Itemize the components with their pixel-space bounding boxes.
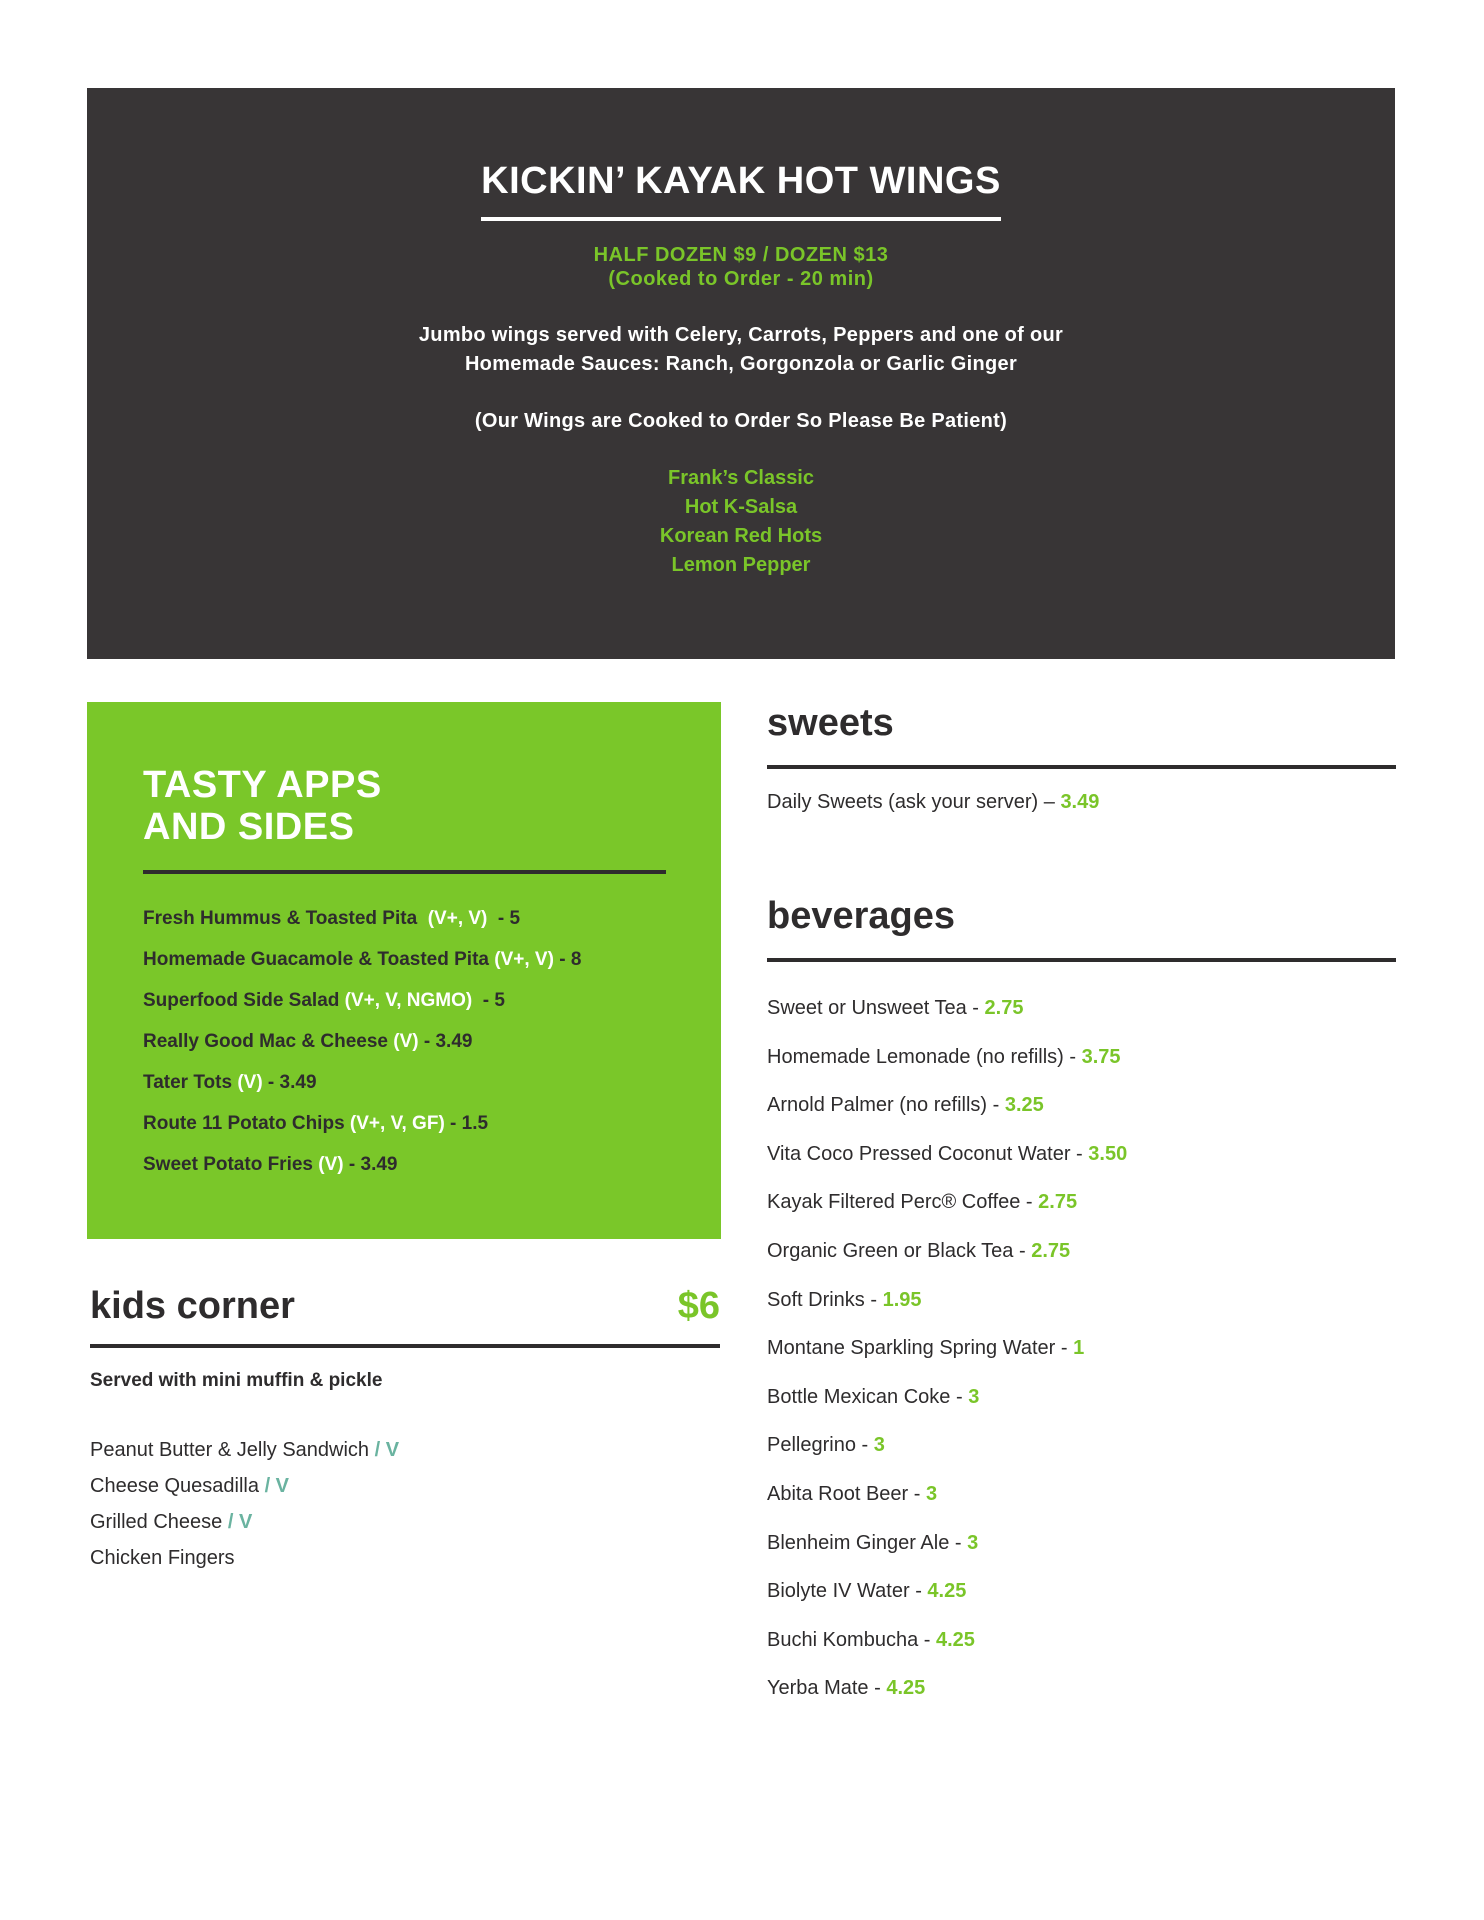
sauce-item: Korean Red Hots	[659, 525, 823, 547]
beverage-item	[767, 1616, 1396, 1665]
beverages-section	[767, 895, 1396, 1713]
beverage-item	[767, 1519, 1396, 1568]
app-item-name: Sweet Potato Fries	[143, 1154, 313, 1175]
app-item-diet: (V+, V, NGMO)	[344, 990, 473, 1011]
beverage-price: 2.75	[1031, 1239, 1071, 1262]
beverage-name: Abita Root Beer -	[767, 1482, 921, 1505]
beverages-list	[767, 984, 1396, 1713]
beverage-name: Vita Coco Pressed Coconut Water -	[767, 1142, 1083, 1165]
sauce-item: Frank’s Classic	[667, 467, 814, 489]
wings-title: KICKIN’ KAYAK HOT WINGS	[481, 160, 1001, 221]
app-item-diet: (V+, V)	[427, 908, 488, 929]
app-item: Homemade Guacamole & Toasted Pita (V+, V) - 8	[143, 949, 582, 970]
kids-section	[90, 1285, 720, 1576]
kids-list	[90, 1432, 720, 1576]
app-item-price: 5	[494, 990, 505, 1011]
kids-price: $6	[677, 1285, 720, 1327]
beverage-item	[767, 1421, 1396, 1470]
kids-subtitle: Served with mini muffin & pickle	[90, 1370, 383, 1391]
wings-note: (Our Wings are Cooked to Order So Please Be Patient)	[474, 410, 1008, 432]
beverage-price: 1	[1073, 1337, 1085, 1360]
sauce-item: Lemon Pepper	[671, 554, 811, 576]
beverage-price: 2.75	[1038, 1191, 1078, 1214]
beverage-price: 4.25	[886, 1677, 926, 1700]
kids-item-veg: / V	[264, 1475, 290, 1497]
app-item-diet: (V+, V)	[494, 949, 554, 970]
beverage-price: 1.95	[882, 1288, 922, 1311]
beverage-name: Homemade Lemonade (no refills) -	[767, 1045, 1077, 1068]
app-item: Sweet Potato Fries (V) - 3.49	[143, 1154, 398, 1175]
app-item: Route 11 Potato Chips (V+, V, GF) - 1.5	[143, 1113, 489, 1134]
kids-item	[90, 1468, 720, 1504]
app-item: Fresh Hummus & Toasted Pita (V+, V) - 5	[143, 908, 521, 929]
apps-list	[143, 898, 703, 1185]
app-item: Really Good Mac & Cheese (V) - 3.49	[143, 1031, 473, 1052]
kids-item-name: Chicken Fingers	[90, 1547, 235, 1569]
beverage-price: 3.50	[1088, 1142, 1128, 1165]
app-item-name: Tater Tots	[143, 1072, 233, 1093]
beverage-item	[767, 1227, 1396, 1276]
apps-title-line: TASTY APPS	[143, 764, 382, 806]
beverage-item	[767, 1664, 1396, 1713]
wings-sauce-list	[87, 464, 1395, 580]
beverage-item	[767, 984, 1396, 1033]
kids-item-name: Peanut Butter & Jelly Sandwich	[90, 1439, 370, 1461]
beverage-name: Buchi Kombucha -	[767, 1628, 931, 1651]
app-item: Superfood Side Salad (V+, V, NGMO) - 5	[143, 990, 505, 1011]
beverage-name: Sweet or Unsweet Tea -	[767, 997, 979, 1019]
beverage-price: 3.75	[1081, 1045, 1121, 1068]
sweets-item-price: 3.49	[1060, 791, 1100, 813]
wings-cook-time: (Cooked to Order - 20 min)	[608, 268, 874, 290]
beverage-item	[767, 1567, 1396, 1616]
kids-item-veg: / V	[374, 1439, 400, 1461]
beverage-name: Pellegrino -	[767, 1434, 869, 1457]
kids-item	[90, 1504, 720, 1540]
app-item-name: Really Good Mac & Cheese	[143, 1031, 388, 1052]
app-item-price: 3.49	[279, 1072, 317, 1093]
beverage-name: Yerba Mate -	[767, 1677, 881, 1700]
beverage-item	[767, 1324, 1396, 1373]
beverage-item	[767, 1276, 1396, 1325]
app-item-price: 1.5	[461, 1113, 489, 1134]
beverage-name: Arnold Palmer (no refills) -	[767, 1094, 1000, 1117]
beverage-name: Kayak Filtered Perc® Coffee -	[767, 1191, 1033, 1214]
sweets-title: sweets	[767, 702, 1396, 769]
app-item-price: 5	[509, 908, 521, 929]
app-item-name: Fresh Hummus & Toasted Pita	[143, 908, 418, 929]
beverage-name: Biolyte IV Water -	[767, 1580, 922, 1603]
beverage-item	[767, 1373, 1396, 1422]
beverage-price: 3	[968, 1385, 980, 1408]
app-item-name: Homemade Guacamole & Toasted Pita	[143, 949, 489, 970]
beverage-item	[767, 1470, 1396, 1519]
sweets-section	[767, 702, 1396, 814]
beverage-price: 4.25	[935, 1628, 975, 1651]
wings-desc-line: Jumbo wings served with Celery, Carrots, Peppers and one of our	[418, 324, 1064, 346]
wings-section	[87, 88, 1395, 659]
beverage-name: Montane Sparkling Spring Water -	[767, 1337, 1068, 1360]
kids-header	[90, 1285, 720, 1348]
app-item-price: 8	[570, 949, 582, 970]
beverage-price: 3.25	[1004, 1094, 1044, 1117]
app-item-name: Route 11 Potato Chips	[143, 1113, 345, 1134]
app-item-diet: (V)	[393, 1031, 419, 1052]
wings-price-block	[87, 243, 1395, 291]
wings-description	[87, 321, 1395, 379]
sweets-item	[767, 791, 1396, 814]
beverage-item	[767, 1033, 1396, 1082]
apps-title	[143, 764, 666, 874]
app-item-diet: (V)	[318, 1154, 344, 1175]
beverage-price: 3	[925, 1482, 938, 1505]
kids-item-name: Grilled Cheese	[90, 1511, 223, 1533]
sweets-item-name: Daily Sweets (ask your server) –	[767, 791, 1055, 813]
apps-title-line: AND SIDES	[143, 806, 355, 848]
app-item-diet: (V+, V, GF)	[349, 1113, 445, 1134]
app-item-name: Superfood Side Salad	[143, 990, 340, 1011]
beverage-name: Bottle Mexican Coke -	[767, 1385, 963, 1408]
sauce-item: Hot K-Salsa	[684, 496, 798, 518]
beverage-price: 4.25	[927, 1580, 967, 1603]
beverage-item	[767, 1178, 1396, 1227]
beverage-price: 3	[873, 1434, 885, 1457]
beverage-price: 3	[967, 1531, 979, 1554]
beverage-item	[767, 1081, 1396, 1130]
app-item-price: 3.49	[435, 1031, 473, 1052]
kids-title: kids corner	[90, 1285, 295, 1327]
apps-section	[87, 702, 721, 1239]
app-item-price: 3.49	[360, 1154, 398, 1175]
app-item-diet: (V)	[237, 1072, 263, 1093]
kids-item-veg: / V	[227, 1511, 253, 1533]
kids-item-name: Cheese Quesadilla	[90, 1475, 259, 1497]
wings-price-line: HALF DOZEN $9 / DOZEN $13	[593, 244, 889, 266]
beverage-name: Organic Green or Black Tea -	[767, 1239, 1026, 1262]
wings-desc-line: Homemade Sauces: Ranch, Gorgonzola or Garlic Ginger	[464, 353, 1018, 375]
beverage-item	[767, 1130, 1396, 1179]
beverages-title: beverages	[767, 895, 1396, 962]
app-item: Tater Tots (V) - 3.49	[143, 1072, 317, 1093]
beverage-price: 2.75	[984, 997, 1024, 1019]
beverage-name: Soft Drinks -	[767, 1288, 878, 1311]
beverage-name: Blenheim Ginger Ale -	[767, 1531, 962, 1554]
kids-item	[90, 1540, 720, 1576]
kids-item	[90, 1432, 720, 1468]
